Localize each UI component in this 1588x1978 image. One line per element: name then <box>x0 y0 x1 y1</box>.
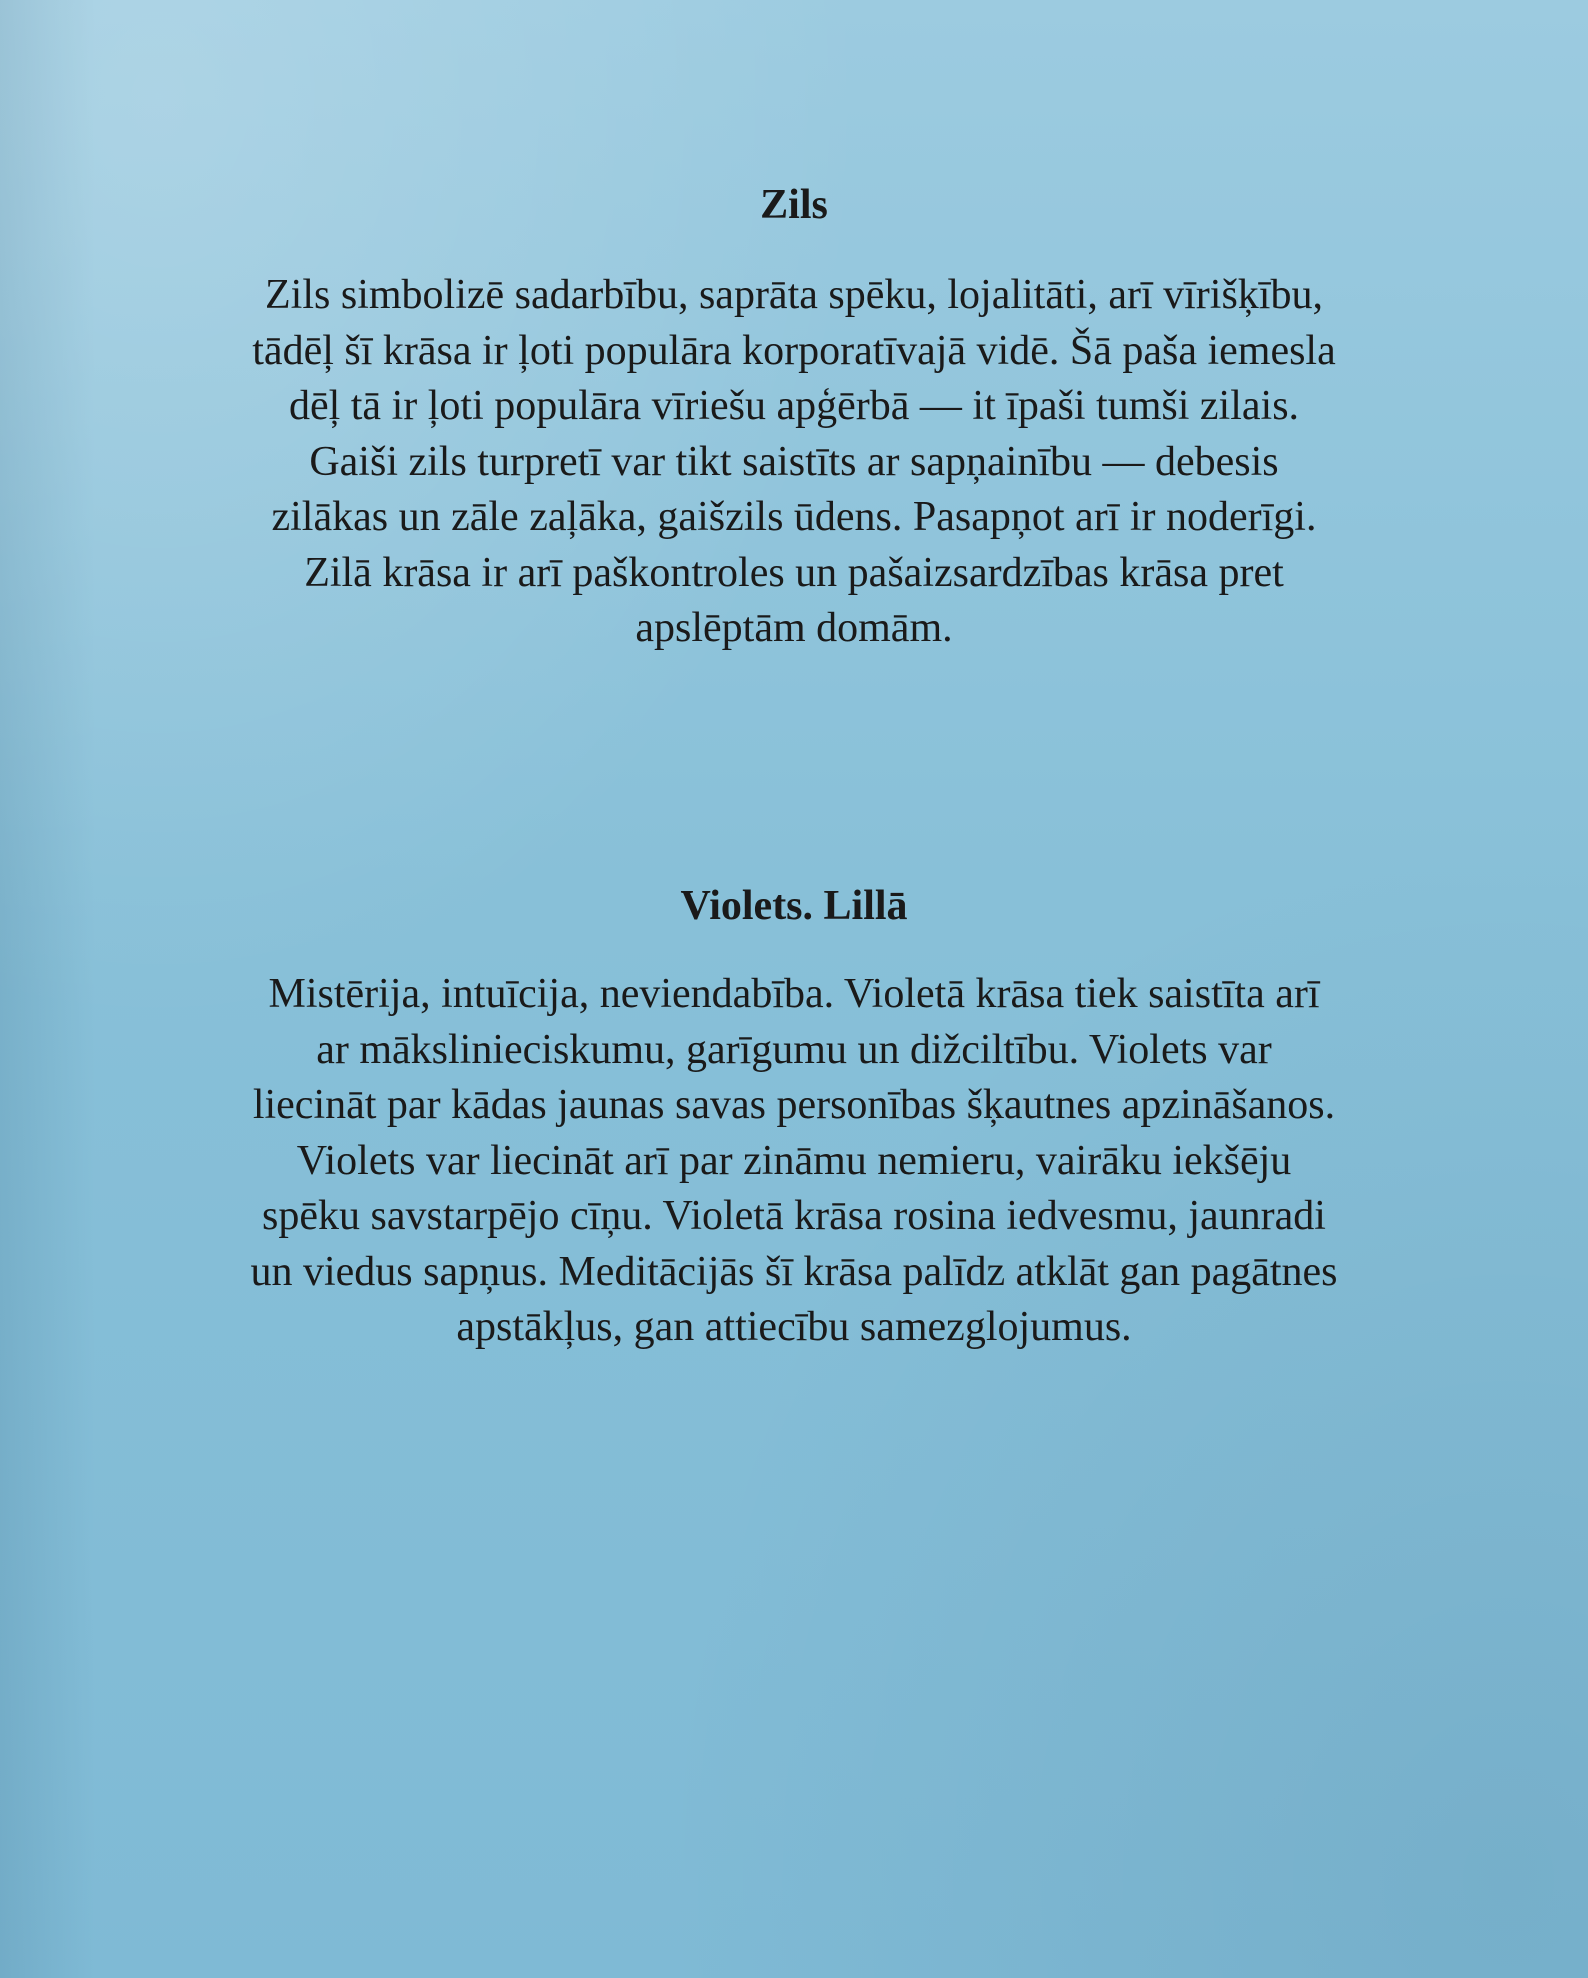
text-line: zilākas un zāle zaļāka, gaišzils ūdens. Pasapņot arī ir noderīgi. <box>271 494 1317 540</box>
text-line: ar mākslinieciskumu, garīgumu un dižciltību. Violets var <box>316 1026 1272 1073</box>
text-line: spēku savstarpējo cīņu. Violetā krāsa rosina iedvesmu, jaunradi <box>262 1193 1326 1239</box>
text-line: dēļ tā ir ļoti populāra vīriešu apģērbā — it īpaši tumši zilais. <box>288 383 1300 429</box>
text-line: Mistērija, intuīcija, neviendabība. Violetā krāsa tiek saistīta arī <box>268 971 1320 1017</box>
text-line: apslēptām domām. <box>635 605 953 651</box>
text-line: un viedus sapņus. Meditācijās šī krāsa palīdz atklāt gan pagātnes <box>250 1248 1338 1295</box>
text-line: apstākļus, gan attiecību samezglojumus. <box>456 1304 1132 1350</box>
section-text-zils <box>0 268 1588 657</box>
text-line: Zilā krāsa ir arī paškontroles un pašaizsardzības krāsa pret <box>304 549 1284 596</box>
text-line: tādēļ šī krāsa ir ļoti populāra korporatīvajā vidē. Šā paša iemesla <box>252 327 1336 374</box>
text-line: Gaiši zils turpretī var tikt saistīts ar sapņainību — debesis <box>309 438 1279 485</box>
section-text-violets <box>0 967 1588 1356</box>
text-line: Zils simbolizē sadarbību, saprāta spēku, lojalitāti, arī vīrišķību, <box>265 272 1323 318</box>
text-line: liecināt par kādas jaunas savas personības šķautnes apzināšanos. <box>252 1082 1336 1128</box>
text-line: Violets var liecināt arī par zināmu nemieru, vairāku iekšēju <box>296 1137 1292 1184</box>
section-heading-zils: Zils <box>760 182 828 228</box>
section-heading-violets: Violets. Lillā <box>680 883 908 929</box>
